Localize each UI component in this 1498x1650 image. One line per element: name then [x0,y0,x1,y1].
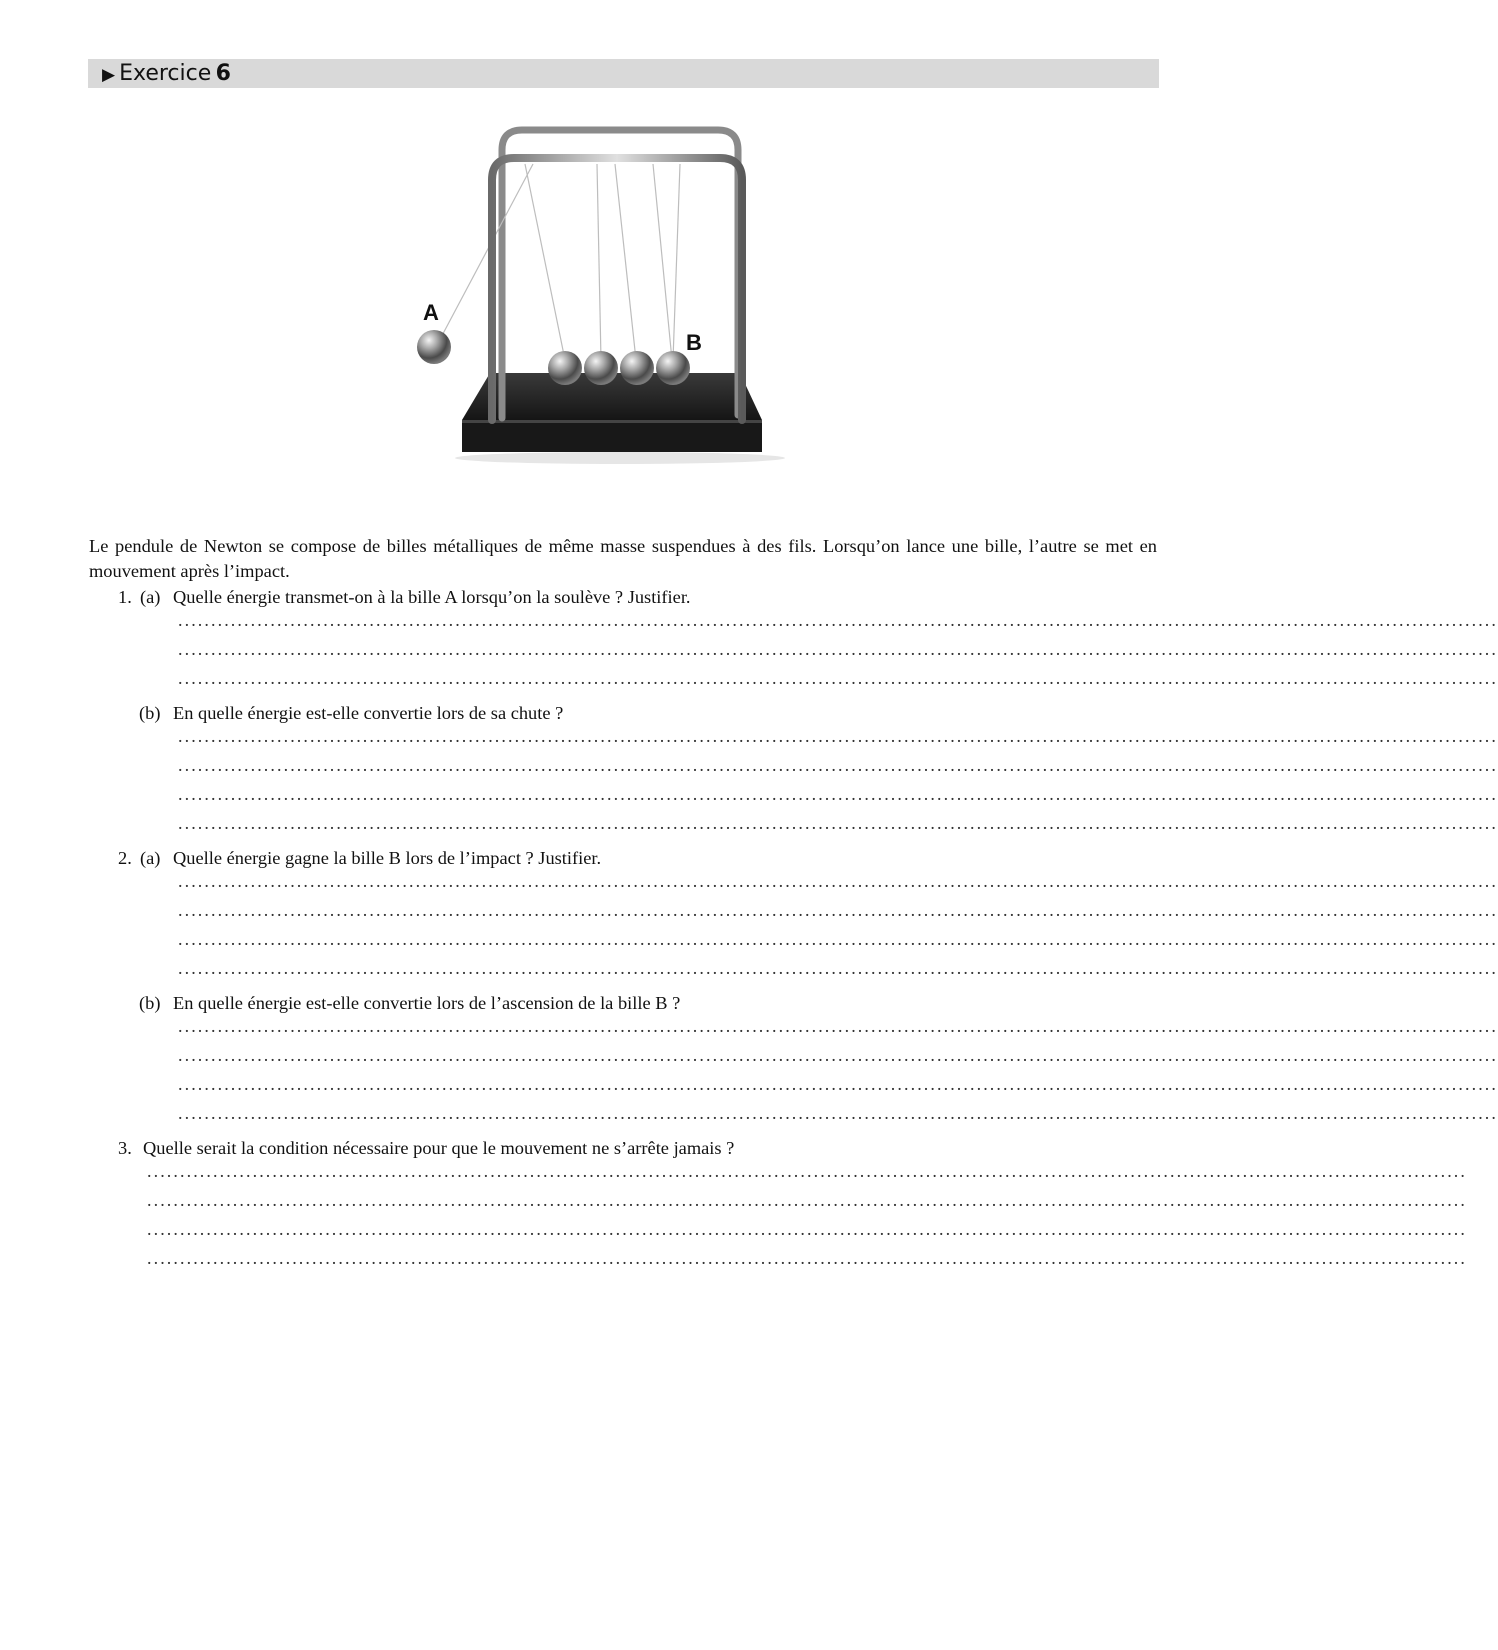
question-2b-label: (b) [139,993,161,1013]
answer-line[interactable]: ........................................................................................................................................................................................................ [178,1103,1498,1123]
answer-line[interactable]: ........................................................................................................................................................................................................ [178,668,1498,688]
answer-line[interactable]: ........................................................................................................................................................................................................ [178,929,1498,949]
question-2-number: 2. [118,848,132,868]
answer-line[interactable]: ........................................................................................................................................................................................................ [147,1161,1467,1181]
answer-line[interactable]: ........................................................................................................................................................................................................ [178,755,1498,775]
label-a: A [423,300,439,325]
pendulum-balls [417,330,690,385]
exercise-number: 6 [215,61,231,86]
answer-line[interactable]: ........................................................................................................................................................................................................ [178,871,1498,891]
question-1b-label: (b) [139,703,161,723]
ball [584,351,618,385]
question-3-number: 3. [118,1138,132,1158]
exercise-title [102,60,231,89]
answer-line[interactable]: ........................................................................................................................................................................................................ [178,639,1498,659]
ball-b [656,351,690,385]
question-1a-label: (a) [140,587,161,607]
label-b: B [686,330,702,355]
intro-text: Le pendule de Newton se compose de billes métalliques de même masse suspendues à des fils. Lorsqu’on lance une bille, l’autre se met en mouvement après l’impact. [89,536,1157,581]
answer-line[interactable]: ........................................................................................................................................................................................................ [178,813,1498,833]
newton-pendulum-illustration [425,120,795,465]
pendulum-strings [437,164,680,360]
newton-pendulum-figure [425,120,795,469]
intro-paragraph [89,534,1157,584]
answer-line[interactable]: ........................................................................................................................................................................................................ [178,610,1498,630]
question-3-text: Quelle serait la condition nécessaire pour que le mouvement ne s’arrête jamais ? [143,1138,735,1158]
answer-line[interactable]: ........................................................................................................................................................................................................ [178,726,1498,746]
answer-line[interactable]: ........................................................................................................................................................................................................ [178,1016,1498,1036]
answer-line[interactable]: ........................................................................................................................................................................................................ [178,900,1498,920]
exercise-header [88,59,1159,88]
answer-line[interactable]: ........................................................................................................................................................................................................ [147,1248,1467,1268]
triangle-right-icon: ▶ [102,65,116,85]
question-2b-text: En quelle énergie est-elle convertie lors de l’ascension de la bille B ? [173,993,681,1013]
question-1a-text: Quelle énergie transmet-on à la bille A lorsqu’on la soulève ? Justifier. [173,587,691,607]
question-2a-text: Quelle énergie gagne la bille B lors de l’impact ? Justifier. [173,848,602,868]
ball [548,351,582,385]
answer-line[interactable]: ........................................................................................................................................................................................................ [178,1045,1498,1065]
exercise-title-label: Exercice [119,61,212,86]
answer-line[interactable]: ........................................................................................................................................................................................................ [147,1190,1467,1210]
answer-line[interactable]: ........................................................................................................................................................................................................ [178,784,1498,804]
question-2a-label: (a) [140,848,161,868]
question-1b-text: En quelle énergie est-elle convertie lors de sa chute ? [173,703,564,723]
answer-line[interactable]: ........................................................................................................................................................................................................ [178,1074,1498,1094]
question-1-number: 1. [118,587,132,607]
ball [620,351,654,385]
answer-line[interactable]: ........................................................................................................................................................................................................ [147,1219,1467,1239]
answer-line[interactable]: ........................................................................................................................................................................................................ [178,958,1498,978]
ball-a [417,330,451,364]
